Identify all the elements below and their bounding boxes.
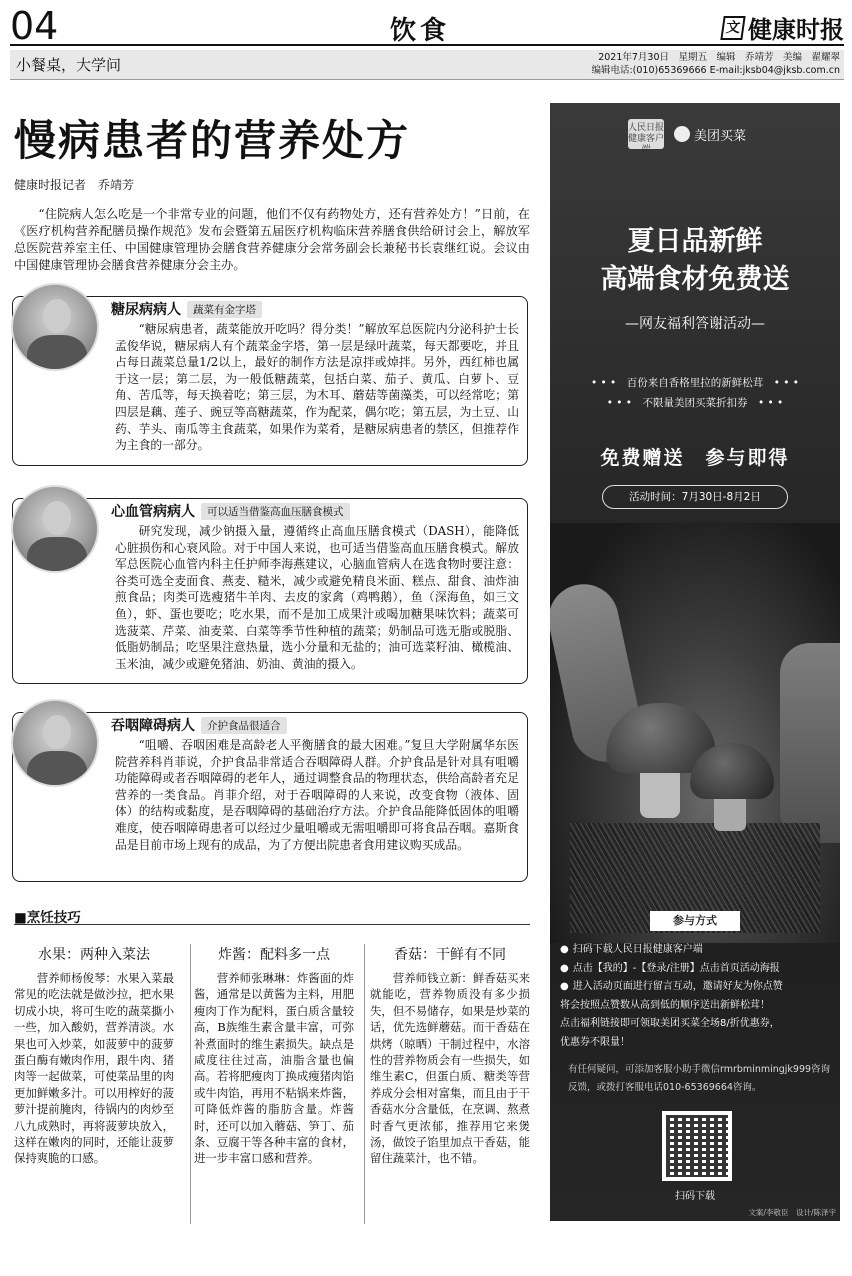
box-tag: 可以适当借鉴高血压膳食模式 xyxy=(201,503,350,520)
box-body-text: “咀嚼、吞咽困难是高龄老人平衡膳食的最大困难。”复旦大学附属华东医院营养科肖菲说，介护食品非常适合吞咽障碍人群。介护食品是针对具有咀嚼功能障碍或者吞咽障碍的老年人，通过调整食品的物理状态，供给高龄者充足营养的一类食品。肖菲介绍，对于吞咽障碍的人来说，改变食物（液体、固体）的结构或黏度，是吞咽障碍的基础治疗方法。介护食品能降低固体的咀嚼难度，使吞咽障碍患者可以经过少量咀嚼或无需咀嚼即可将食品吞咽。嘉斯食品是目前市场上现有的成品，为了方便出院患者食用建议购买成品。 xyxy=(115,738,519,852)
tip-body: 营养师张琳琳：炸酱面的炸酱，通常是以黄酱为主料，用肥瘦肉丁作为配料，蛋白质含量较高，B族维生素含量丰富，可弥补煮面时的维生素损失。缺点是咸度往往过高，油脂含量也偏高。若将肥瘦肉丁换成瘦猪肉馅或牛肉馅，再用不粘锅来炸酱，可降低炸酱的脂肪含量。炸酱时，还可以加入蘑菇、笋丁、茄条、豆腐干等各种丰富的食材，进一步丰富口感和营养。 xyxy=(194,971,354,1166)
column-divider xyxy=(364,944,365,1224)
ad-way-note: 点击福利链接即可领取美团买菜全场8/折优惠券， xyxy=(560,1018,780,1029)
edition-meta xyxy=(591,51,840,77)
mushroom-photo xyxy=(550,523,840,943)
box-heading: 吞咽障碍病人 xyxy=(111,718,195,734)
paper-logo xyxy=(722,10,844,45)
ad-way-item: ● 扫码下载人民日报健康客户端 xyxy=(560,941,832,960)
tip-column-sauce xyxy=(194,944,354,1167)
ad-scan-label: 扫码下载 xyxy=(675,1191,715,1202)
section-title: 饮食 xyxy=(390,16,451,46)
ad-bullet: • • • 百份来自香格里拉的新鲜松茸 • • • xyxy=(590,377,799,389)
ad-headline-line1: 夏日品新鲜 xyxy=(627,226,763,257)
ad-ways-list xyxy=(560,941,832,1052)
column-divider xyxy=(190,944,191,1224)
ad-way-text: 进入活动页面进行留言互动，邀请好友为你点赞 xyxy=(572,981,783,992)
tip-column-fruit xyxy=(14,944,174,1167)
tip-title: 水果：两种入菜法 xyxy=(38,947,150,963)
ad-logos xyxy=(628,119,747,155)
article-headline: 慢病患者的营养处方 xyxy=(14,116,411,165)
page-number: 04 xyxy=(10,4,59,48)
meituan-logo xyxy=(674,125,746,144)
ad-way-text: 点击【我的】-【登录/注册】点击首页活动海报 xyxy=(572,962,780,974)
tips-title: ■烹饪技巧 xyxy=(14,910,81,926)
tip-title: 炸酱：配料多一点 xyxy=(218,947,330,963)
dysphagia-box xyxy=(12,712,528,882)
box-body xyxy=(19,321,519,454)
box-title xyxy=(111,501,350,521)
cardio-box xyxy=(12,498,528,684)
hand-shape xyxy=(780,643,840,843)
ad-way-note: 优惠券不限量！ xyxy=(560,1036,630,1048)
shopping-bag-icon xyxy=(674,126,690,142)
edition-date-editors: 2021年7月30日 星期五 编辑 乔靖芳 美编 翟耀翠 xyxy=(598,52,840,63)
column-name: 小餐桌，大学问 xyxy=(16,56,122,74)
meituan-label: 美团买菜 xyxy=(694,128,747,144)
tip-body: 营养师杨俊琴：水果入菜最常见的吃法就是做沙拉，把水果切成小块，将可生吃的蔬菜撕小一些，加入酸奶，营养清淡。水果也可入炒菜，如菠萝中的菠萝蛋白酶有嫩肉作用，跟牛肉、猪肉等一起做菜，可使菜品里的肉更加鲜嫩多汁。可以用榨好的菠萝汁提前腌肉，待锅内的肉炒至八九成熟时，再将菠萝块放入，这样在嫩肉的同时，还能让菠萝保持爽脆的口感。 xyxy=(14,971,174,1166)
ad-way-text: 扫码下载人民日报健康客户端 xyxy=(572,944,703,955)
box-heading: 糖尿病病人 xyxy=(111,302,181,318)
box-body xyxy=(19,523,519,672)
ad-credit: 文案/李敬臣 设计/陈泽宇 xyxy=(748,1208,836,1217)
ad-way-title: 参与方式 xyxy=(650,911,740,931)
tips-divider xyxy=(14,924,530,925)
box-tag: 蔬菜有金字塔 xyxy=(187,301,262,318)
masthead xyxy=(10,6,844,46)
box-title xyxy=(111,299,262,319)
box-body xyxy=(19,737,519,853)
edition-contact: 编辑电话:(010)65369666 E-mail:jksb04@jksb.com.cn xyxy=(591,65,840,76)
advertisement xyxy=(550,103,840,1221)
box-heading: 心血管病病人 xyxy=(111,504,195,520)
tip-body: 营养师钱立新：鲜香菇买来就能吃，营养物质没有多少损失，但不易储存，如果是炒菜的话，优先选鲜蘑菇。而干香菇在烘烤（晾晒）干制过程中，水溶性的营养物质会有一些损失，如维生素C，但蛋白质、糖类等营养成分会相对富集，而且由于干香菇水分含量低，在烹调、熬煮时香气更浓郁，推荐用它来煲汤，做饺子馅里加点干香菇，能留住蔬菜汁，也不错。 xyxy=(370,971,530,1166)
ad-way-note: 将会按照点赞数从高到低的顺序送出新鲜松茸！ xyxy=(560,999,770,1011)
ad-subtitle: —网友福利答谢活动— xyxy=(625,316,765,332)
box-title xyxy=(111,715,287,735)
paper-name: 健康时报 xyxy=(748,15,844,44)
qr-code-icon[interactable] xyxy=(662,1111,732,1181)
box-body-text: “糖尿病患者，蔬菜能放开吃吗？得分类！”解放军总医院内分泌科护士长孟俊华说，糖尿病人有个蔬菜金字塔，第一层是绿叶蔬菜，每天都要吃，并且占每日蔬菜总量1/2以上，最好的制作方法是凉拌或焯拌。另外，西红柿也属于这一层；第二层，为一般低糖蔬菜，包括白菜、茄子、黄瓜、白萝卜、豆角、苦瓜等，每天换着吃；第三层，为木耳、蘑菇等菌藻类，可以经常吃；第四层是藕、莲子、豌豆等高糖蔬菜，作为配菜，偶尔吃；第五层，为土豆、山药、芋头、南瓜等主食蔬菜，如果作为菜肴，是糖尿病患者的禁区，但推荐作为主食的一部分。 xyxy=(115,322,519,453)
article-byline: 健康时报记者 乔靖芳 xyxy=(14,178,135,192)
ad-free-gift: 免费赠送 参与即得 xyxy=(600,447,790,469)
ad-bullet: • • • 不限量美团买菜折扣券 • • • xyxy=(606,397,784,409)
box-tag: 介护食品很适合 xyxy=(201,717,287,734)
ad-contact: 有任何疑问，可添加客服小助手微信rmrbminmingjk999咨询反馈，或拨打客服电话010-65369664咨询。 xyxy=(568,1064,831,1093)
ad-way-item: ● 进入活动页面进行留言互动，邀请好友为你点赞 xyxy=(560,978,832,997)
paper-seal-icon: 文 xyxy=(720,16,745,40)
subbar xyxy=(10,50,844,80)
ad-way-item: ● 点击【我的】-【登录/注册】点击首页活动海报 xyxy=(560,960,832,979)
box-body-text: 研究发现，减少钠摄入量，遵循终止高血压膳食模式（DASH），能降低心脏损伤和心衰风险。对于中国人来说，也可适当借鉴高血压膳食模式。解放军总医院心血管内科主任护师李海燕建议，心脑血管病人在选食物时要注意：谷类可选全麦面食、燕麦、糙米，减少或避免精良米面、糕点、甜食、油炸油煎食品；肉类可选瘦猪牛羊肉、去皮的家禽（鸡鸭鹅），鱼（深海鱼，如三文鱼），虾、蛋也要吃；吃水果，而不是加工成果汁或喝加糖果味饮料；蔬菜可选菠菜、芹菜、油麦菜、白菜等季节性种植的蔬菜；奶制品可选无脂或脱脂、低脂奶制品；吃坚果注意热量，选小分量和无盐的；油可选菜籽油、橄榄油、玉米油，减少或避免猪油、奶油、黄油的摄入。 xyxy=(115,524,519,671)
ad-event-time: 活动时间：7月30日-8月2日 xyxy=(602,485,788,509)
diabetes-box xyxy=(12,296,528,466)
people-daily-health-logo: 人民日报 健康客户端 xyxy=(628,119,664,149)
ad-headline xyxy=(550,223,840,299)
tip-column-mushroom xyxy=(370,944,530,1167)
tip-title: 香菇：干鲜有不同 xyxy=(394,947,506,963)
ad-headline-line2: 高端食材免费送 xyxy=(600,264,790,295)
article-intro: “住院病人怎么吃是一个非常专业的问题，他们不仅有药物处方，还有营养处方！”日前，在《医疗机构营养配膳员操作规范》发布会暨第五届医疗机构临床营养膳食供给研讨会上，解放军总医院营养室主任、中国健康管理协会膳食营养健康分会常务副会长兼秘书长袁继红说。会议由中国健康管理协会膳食营养健康分会主办。 xyxy=(14,207,530,272)
